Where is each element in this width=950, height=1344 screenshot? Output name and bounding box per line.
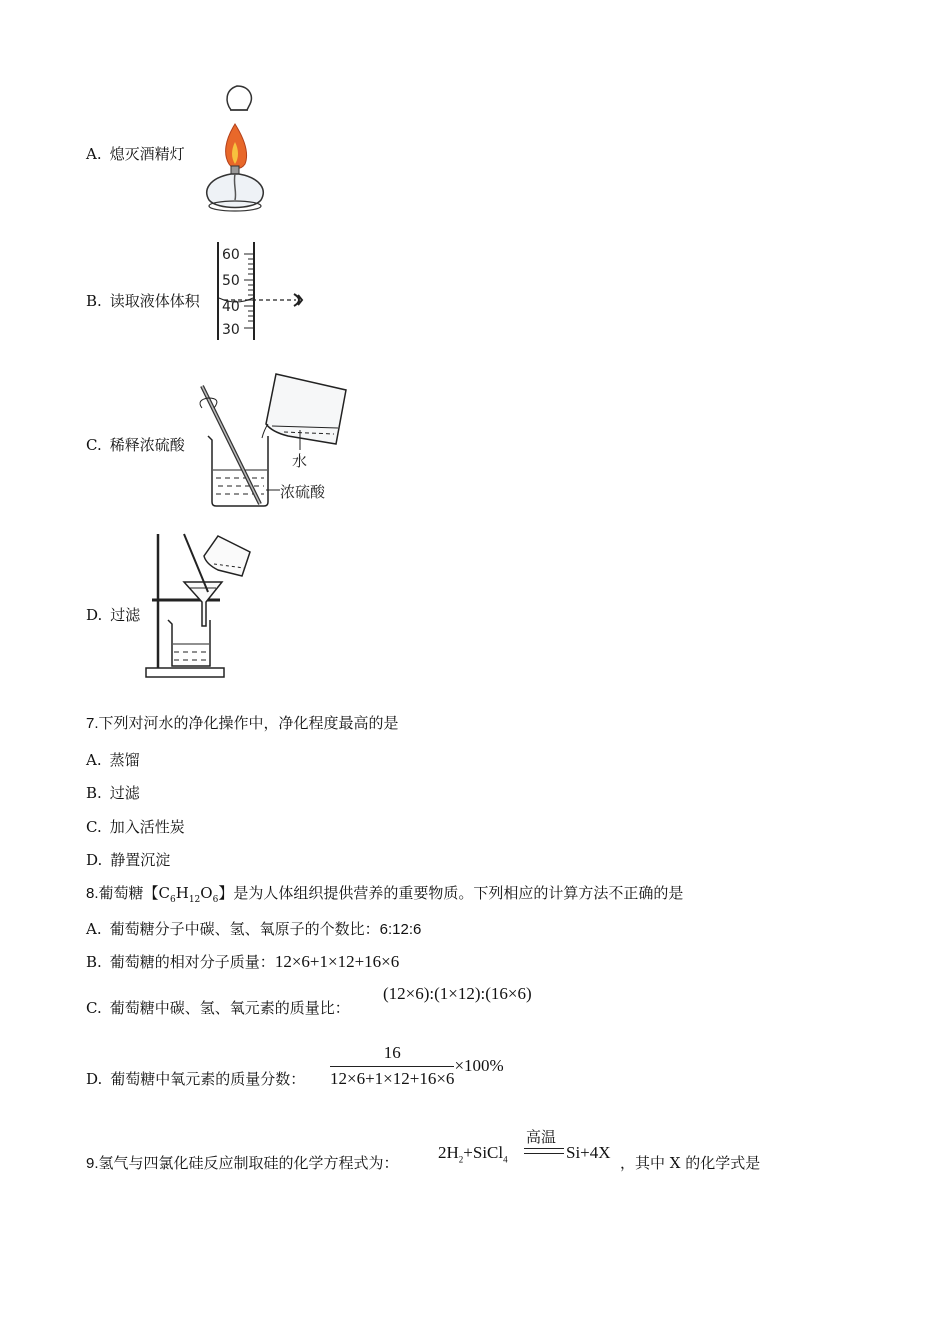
q8-option-c-math: (12×6):(1×12):(16×6) [383, 984, 532, 1003]
eq-right: Si+4X [566, 1143, 611, 1162]
formula-sub: 6 [170, 895, 176, 905]
eq-sub: 4 [503, 1154, 508, 1165]
option-text: 读取液体体积 [109, 292, 200, 310]
formula-o: O [200, 884, 213, 902]
stand-base [146, 668, 224, 677]
q8-option-a[interactable] [86, 918, 421, 939]
option-letter: A. [86, 145, 102, 163]
option-letter: D. [86, 1070, 103, 1088]
option-text: 蒸馏 [109, 751, 140, 769]
option-text: 熄灭酒精灯 [109, 145, 185, 163]
q7-stem [86, 712, 399, 733]
option-text: 过滤 [109, 784, 140, 802]
lamp-cap [227, 86, 251, 110]
option-letter: C. [86, 999, 102, 1017]
tick-label-60: 60 [222, 247, 240, 263]
lower-beaker [208, 436, 268, 506]
option-letter: C. [86, 436, 102, 454]
option-text: 稀释浓硫酸 [109, 436, 185, 454]
option-letter: C. [86, 818, 102, 836]
question-number: 8. [86, 885, 99, 902]
option-letter: B. [86, 784, 102, 802]
water-label: 水 [292, 452, 308, 470]
alcohol-lamp-figure [195, 80, 275, 220]
option-letter: D. [86, 851, 103, 869]
question-text: 氢气与四氯化硅反应制取硅的化学方程式为： [98, 1154, 399, 1172]
tick-label-50: 50 [222, 273, 240, 289]
q7-option-b[interactable] [86, 782, 140, 803]
option-text: 过滤 [110, 606, 141, 624]
dilution-figure [196, 366, 366, 511]
eq-mid: +SiCl [463, 1143, 504, 1162]
option-letter: B. [86, 292, 102, 310]
eq-sub: 2 [458, 1154, 464, 1165]
stem-post: 】是为人体组织提供营养的重要物质。下列相应的计算方法不正确的是 [218, 884, 684, 902]
pour-stream [262, 424, 268, 438]
q9-equation [438, 1143, 508, 1164]
tick-label-40: 40 [222, 299, 240, 315]
q8-option-b[interactable] [86, 951, 399, 972]
fraction [330, 1043, 454, 1089]
option-c[interactable] [86, 434, 185, 455]
option-text: 加入活性炭 [109, 818, 185, 836]
fraction-tail: ×100% [454, 1056, 504, 1075]
option-text: 葡萄糖的相对分子质量： [109, 953, 275, 971]
tick-label-30: 30 [222, 322, 240, 338]
filtration-figure [144, 530, 254, 680]
q9-stem-post: ，其中 X 的化学式是 [620, 1154, 761, 1172]
equals-sign [524, 1148, 564, 1154]
question-text: 下列对河水的净化操作中，净化程度最高的是 [98, 714, 399, 732]
acid-label: 浓硫酸 [280, 483, 326, 501]
formula-h: H [175, 884, 189, 902]
question-number: 9. [86, 1155, 99, 1172]
acid-dashes [216, 478, 264, 494]
option-math: 12×6+1×12+16×6 [274, 952, 400, 971]
option-text: 葡萄糖中氧元素的质量分数： [110, 1070, 306, 1088]
option-letter: D. [86, 606, 103, 624]
option-letter: A. [86, 751, 102, 769]
receiving-beaker [168, 620, 210, 666]
tick-marks [244, 254, 254, 328]
filtrate-dashes [174, 652, 208, 660]
eq-left: 2H [438, 1143, 459, 1162]
cylinder-figure [214, 240, 314, 344]
q8-option-c[interactable] [86, 997, 350, 1018]
option-math: 6:12:6 [379, 921, 422, 938]
option-letter: A. [86, 920, 102, 938]
formula-sub: 12 [188, 895, 201, 905]
option-text: 葡萄糖分子中碳、氢、氧原子的个数比： [109, 920, 380, 938]
q7-option-d[interactable] [86, 849, 170, 870]
q7-option-a[interactable] [86, 749, 140, 770]
question-number: 7. [86, 715, 99, 732]
pouring-beaker [204, 536, 250, 576]
option-a[interactable] [86, 143, 185, 164]
formula-sub: 6 [212, 895, 219, 905]
q7-option-c[interactable] [86, 816, 185, 837]
option-text: 静置沉淀 [110, 851, 171, 869]
wick-holder [231, 166, 239, 174]
fraction-numerator: 16 [383, 1043, 401, 1062]
stem-pre: 葡萄糖【C [98, 884, 170, 902]
funnel [184, 582, 222, 626]
option-b[interactable] [86, 290, 200, 311]
reaction-condition: 高温 [526, 1128, 557, 1146]
q8-option-d[interactable] [86, 1068, 305, 1089]
option-text: 葡萄糖中碳、氢、氧元素的质量比： [109, 999, 350, 1017]
q8-stem [86, 882, 683, 905]
q9-stem [86, 1152, 399, 1173]
q8-option-d-fraction [330, 1043, 504, 1089]
fraction-denominator: 12×6+1×12+16×6 [330, 1066, 454, 1089]
option-letter: B. [86, 953, 102, 971]
option-d[interactable] [86, 604, 140, 625]
